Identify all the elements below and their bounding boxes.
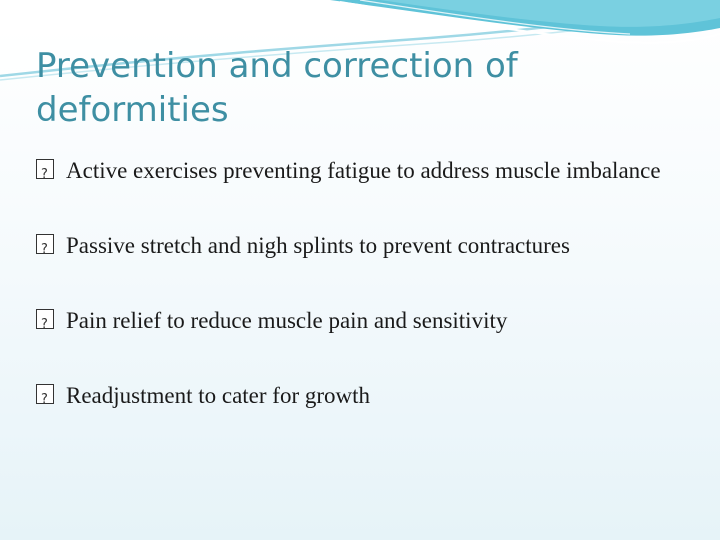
slide-title: Prevention and correction of deformities <box>36 46 518 130</box>
bullet-text: Pain relief to reduce muscle pain and sensitivity <box>66 308 508 333</box>
missing-glyph-box-icon <box>36 234 54 254</box>
bullet-item <box>36 304 686 337</box>
bullet-text: Passive stretch and nigh splints to prevent contractures <box>66 233 570 258</box>
bullet-item <box>36 379 686 412</box>
bullet-text: Readjustment to cater for growth <box>66 383 371 408</box>
missing-glyph-box-icon <box>36 159 54 179</box>
missing-glyph-box-icon <box>36 309 54 329</box>
missing-glyph-box-icon <box>36 384 54 404</box>
bullet-item <box>36 229 686 262</box>
bullet-text: Active exercises preventing fatigue to address muscle imbalance <box>66 158 661 183</box>
bullet-item <box>36 154 686 187</box>
bullet-list <box>36 154 686 454</box>
